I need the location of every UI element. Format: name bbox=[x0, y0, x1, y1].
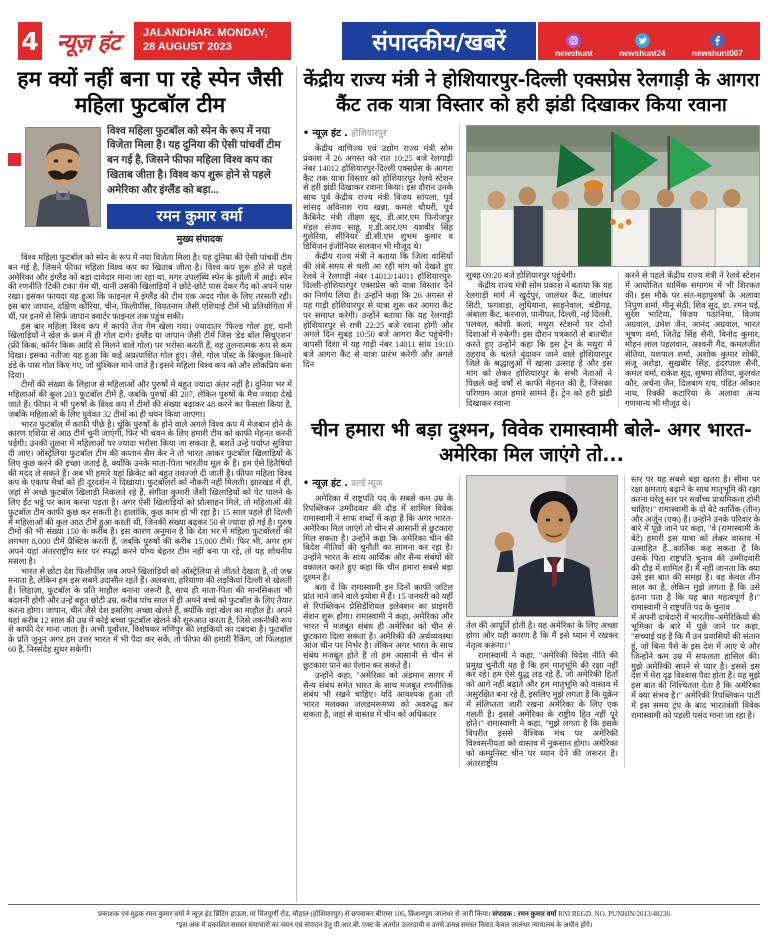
article-womens-football bbox=[8, 66, 292, 655]
imprint-line-1 bbox=[8, 909, 760, 920]
vivek-photo bbox=[466, 475, 618, 617]
train-lower-columns bbox=[466, 271, 760, 408]
dateline-date: 28 AUGUST 2023 bbox=[143, 41, 232, 53]
article-paragraph: स्तर पर यह सबसे बड़ा खतरा है। सीमा पर रक्षा क्षमताएं बढ़ाने के साथ मातृभूमि की रक्षा करना घरेलू स्तर पर सर्वोच्च प्राथमिकता होनी चाहिए।" रामास्वामी के दो बेटे कार्तिक (तीन) और अर्जुन (एक) हैं। उन्होंने उनके परिवार के बारे में पूछे जाने पर कहा, "वे (रामास्वामी के बेटे) हमारी इस यात्रा को लेकर वास्तव में उत्साहित हैं...कार्तिक कह सकता है कि उसके पिता राष्ट्रपति चुनाव की उम्मीदवारी की दौड़ में शामिल हैं। मैं नहीं जानता कि क्या उसे इस बात की समझ है। वह केवल तीन साल का है, लेकिन मुझे लगता है कि उसे इतना पता है कि यह बात महत्वपूर्ण है।" रामास्वामी ने राष्ट्रपति पद के चुनाव bbox=[631, 475, 760, 612]
twitter-handle: newshunt24 bbox=[619, 49, 666, 58]
article-paragraph: भारत फुटबॉल में काफी पीछे है। चूंकि पुरुषों के होने वाले अगले विश्व कप में मेजबान होने के कारण एशिया से आठ टीमें चुनी जाएंगी, फिर भी चयन के लिए हमारी टीम को काफी मेहनत करनी पड़ेगी। उनकी तुलना में महिलाओं पर ज्यादा भरोसा किया जा सकता है, बशर्ते उन्हें पर्याप्त सुविधा दी जाए। ऑस्ट्रेलिया फुटबॉल टीम की कप्तान सैम केर ने तो भारत आकर फुटबॉल खिलाड़ियों के लिए कुछ करने की इच्छा जताई है, क्योंकि उनके माता-पिता भारतीय मूल के हैं। हम ऐसे हितैषियों की मदद ले सकते हैं। अब भी हमारे यहां क्रिकेट को बहुत तवज्जो दी जाती है। फीफा महिला विश्व कप के एकाध मैचों को ही दूरदर्शन ने दिखाया। फुटबॉलरों को नौकरी नहीं मिलती। झारखंड में ही, जहां से अच्छे फुटबॉल खिलाड़ी निकलते रहे हैं, संगीता कुमारी जैसी खिलाड़ियों को पेट पालने के लिए ईंट भट्ठे पर काम करना पड़ता है। अगर ऐसी खिलाड़ियों को प्रोत्साहन मिले, तो महिलाओं की फुटबॉल टीम काफी कुछ कर सकती है। हालांकि, कुछ काम हो भी रहा है। 15 साल पहले ही दिल्ली में महिलाओं की कुल आठ टीमें हुआ करती थीं, जिनकी संख्या बढ़कर 50 से ज्यादा हो गई है। पुरुष टीमों की भी संख्या 150 के करीब है। इस कारण अनुमान है कि देश भर में महिला फुटबॉलरों की लगभग 8,000 टीमें प्रैक्टिस करती हैं, जबकि पुरुषों की करीब 15,000 टीमें। फिर भी, अगर हम अपने यहां अंतरराष्ट्रीय स्तर पर स्पर्द्धा करने योग्य बेहतर टीम नहीं बना पा रहे, तो यह शोचनीय मसला है। bbox=[8, 419, 292, 566]
page-header bbox=[18, 22, 760, 60]
vivek-headline: चीन हमारा भी बड़ा दुश्मन, विवेक रामास्वामी बोले- अगर भारत-अमेरिका मिल जाएंगे तो... bbox=[311, 419, 752, 467]
article-paragraph: रामास्वामी ने कहा, "अमेरिकी विदेश नीति की प्रमुख चुनौती यह है कि हम मातृभूमि की रक्षा नहीं कर रहे। हम ऐसे युद्ध लड़ रहे हैं, जो अमेरिकी हितों को आगे नहीं बढ़ाते और हम मातृभूमि को वास्तव में असुरक्षित बना रहे हैं, इसलिए मुझे लगता है कि यूक्रेन में संलिप्तता जारी रखना अमेरिका के लिए एक गलती है। इससे अमेरिका के राष्ट्रीय हित नहीं पूरे होते।" रामास्वामी ने कहा, "मुझे लगता है कि इसके विपरीत इससे वैश्विक मंच पर अमेरिकी विश्वसनीयता को वास्तव में नुकसान होगा। अमेरिका को कम्युनिस्ट चीन पर ध्यान देने की जरूरत है। अंतरराष्ट्रीय bbox=[466, 650, 618, 768]
red-square-marker bbox=[8, 153, 21, 166]
dateline bbox=[134, 22, 291, 60]
article-paragraph: केंद्रीय राज्य मंत्री सोम प्रकाश ने बताया कि यह रेलगाड़ी मार्ग में खुर्दपुर, जालंधर कैंट, जालंधर सिटी, फगवाड़ा, लुधियाना, साहनेवाल, चंडीगढ़, अंबाला कैंट, करनाल, पानीपत, दिल्ली, नई दिल्ली, पलवल, कोशी कलां, मथुरा स्टेशनों पर दोनों दिशाओं में रुकेगी। इस दौरान पत्रकारों से बातचीत करते हुए उन्होंने कहा कि इस ट्रेन के मथुरा में ठहराव के चलते वृंदावन जाने वाले होशियारपुर जिले के श्रद्धालुओं में खासा उत्साह है और इस मांग को लेकर होशियारपुर के सभी नेताओं ने पिछले कई वर्षों से काफी मेहनत की है, जिसका परिणाम आज हमारे सामने हैं। ट्रेन को हरी झंडी दिखाकर रवाना bbox=[466, 280, 612, 408]
facebook-icon bbox=[710, 33, 725, 48]
article-paragraph: टीमों की संख्या के लिहाज से महिलाओं और पुरुषों में बहुत ज्यादा अंतर नहीं है। दुनिया भर में महिलाओं की कुल 203 फुटबॉल टीमें हैं, जबकि पुरुषों की 207, लेकिन पुरुषों के मैच ज्यादा देखे जाते हैं। फीफा ने भी पुरुषों के विश्व कप में टीमों की संख्या बढ़ाकर 48 करने का फैसला किया है, जबकि महिलाओं के लिए पूर्ववत 32 टीमों का ही चयन किया जाएगा। bbox=[8, 380, 292, 419]
instagram-handle: newshunt bbox=[555, 49, 593, 58]
lead-byline-name: रमन कुमार वर्मा bbox=[107, 204, 292, 229]
article-paragraph: भारत से छोटा देश फिलीपींस जब अपने खिलाड़ियों को ऑस्ट्रेलिया से जीतते देखता है, तो जश्न मनाता है, लेकिन हम इस सबमें उदासीन रहते हैं। अलबत्ता, हरियाणा की लड़कियां दिल्ली से खेलती हैं। लिहाज़ा, फुटबॉल के प्रति माहौल बनाना जरूरी है, साथ ही माता-पिता की मानसिकता भी बदलनी होगी और उन्हें बहुत छोटी उम्र, करीब पांच साल में ही अपने बच्चे को फुटबॉल के लिए तैयार करना होगा। जापान, चीन जैसे देश इसलिए अच्छा खेलते हैं, क्योंकि वहां खेल का माहौल है। अपने यहां करीब 12 साल की उम्र में कोई बच्चा फुटबॉल खेलने की शुरुआत करता है, जिसे तकनीकी रूप से काफी देर माना जाता है। अभी पूर्वोत्तर, विशेषकर मणिपुर की लड़कियों का दबदबा है। फुटबॉल के प्रति जुनून अगर हम उत्तर भारत में भी पैदा कर सकें, तो फीफा की हमारी रैंकिंग, जो फिलहाल 60 है, निस्संदेह सुधर सकेगी। bbox=[8, 566, 292, 654]
article-vivek-ramaswamy bbox=[303, 418, 760, 768]
column-divider bbox=[296, 66, 297, 902]
social-twitter bbox=[619, 33, 665, 58]
imprint-footer bbox=[8, 904, 760, 931]
article-paragraph: सुबह 09:20 बजे होशियारपुर पहुंचेगी। bbox=[466, 271, 576, 281]
train-headline: केंद्रीय राज्य मंत्री ने होशियारपुर-दिल्ली एक्सप्रेस रेलगाड़ी के आगरा कैंट तक यात्रा विस्तार को हरी झंडी दिखाकर किया रवाना bbox=[303, 69, 760, 117]
social-facebook bbox=[692, 33, 743, 58]
article-paragraph: केंद्रीय वाणिज्य एवं उद्योग राज्य मंत्री सोम प्रकाश ने 26 अगस्त को रात 10:25 बजे रेलगाड़ी नंबर 14012 होशियारपुर-दिल्ली एक्सप्रेस के आगरा कैंट तक यात्रा विस्तार को होशियारपुर रेलवे स्टेशन से हरी झंडी दिखाकर रवाना किया। इस दौरान उनके साथ पूर्व केंद्रीय राज्य मंत्री विजय सांपला, पूर्व सांसद अविनाश राय खन्ना, कमल चौधरी, पूर्व कैबिनेट मंत्री तीक्ष्ण सूद, डी.आर.एम फिरोजपुर मंडल संजय साहू, ए.डी.आर.एम यशवीर सिंह गुलेरिया, सीनियर डी.सी.एम शुभम कुमार व डिविजन इंजीनियर सलवान भी मौजूद थे। bbox=[303, 144, 453, 252]
vivek-column-3 bbox=[631, 475, 760, 768]
header-spacer bbox=[291, 22, 342, 60]
section-title: संपादकीय/खबरें bbox=[342, 22, 536, 60]
lead-intro-text: विश्व महिला फुटबॉल को स्पेन के रूप में नया विजेता मिला है। यह दुनिया की ऐसी पांचवीं टीम बन गई है, जिसने फीफा महिला विश्व कप का खिताब जीता है। विश्व कप शुरू होने से पहले अमेरिका और इंग्लैंड को बड़ा... bbox=[107, 125, 281, 197]
train-column-2 bbox=[466, 271, 619, 408]
lead-byline-title: मुख्य संपादक bbox=[176, 235, 223, 246]
article-paragraph: उन्होंने कहा, "अमेरिका को अंडमान सागर में सैन्य संबंध समेत भारत के साथ मजबूत रणनीतिक संबंध भी रखने चाहिए। यदि आवश्यक हुआ तो भारत मलक्का जलडमरूमध्य को अवरुद्ध कर सकता है, जहां से वास्तव में चीन को अधिकतर bbox=[303, 670, 453, 719]
lead-intro-block bbox=[8, 125, 292, 254]
vivek-column-1 bbox=[303, 475, 460, 768]
lead-body bbox=[8, 253, 292, 655]
article-paragraph: विश्व महिला फुटबॉल को स्पेन के रूप में नया विजेता मिला है। यह दुनिया की ऐसी पांचवीं टीम बन गई है, जिसने फीफा महिला विश्व कप का खिताब जीता है। विश्व कप शुरू होने से पहले अमेरिका और इंग्लैंड को बड़ा दावेदार माना जा रहा था, मगर उपलब्धि स्पेन के झोली में आई। स्पेन की रणनीति 'टिकी टका' गेम थी, यानी उसकी खिलाड़ियों ने छोटे-छोटे पास देकर गैंद को अपने पास रखा। इसका फायदा यह हुआ कि फाइनल में इंग्लैंड की टीम एक अदद गोल के लिए तरसती रही। इस बार जापान, दक्षिण कोरिया, चीन, फिलीपींस, वियतनाम जैसी एशियाई टीमें भी प्रतियोगिता में थीं, पर इनमें से सिर्फ जापान क्वार्टर फाइनल तक पहुंच सकी। bbox=[8, 253, 292, 321]
article-paragraph: तेल की आपूर्ति होती है। यह अमेरिका के लिए अच्छा होगा और यही कारण है कि मैं इसे ध्यान में रखकर नेतृत्व करूंगा।" bbox=[466, 621, 618, 651]
vivek-middle-column bbox=[466, 475, 625, 768]
instagram-icon bbox=[566, 33, 581, 48]
vivek-byline bbox=[303, 476, 453, 489]
article-paragraph: करने से पहले केंद्रीय राज्य मंत्री ने रेलवे स्टेशन में आयोजित धार्मिक समागम में भी शिरकत की। इस मौके पर संत-महापुरुषों के अलावा निपुण शर्मा, मीनू सेठी, शिव सूद, डा. रमन घई, सुरेश भाटिया, विजय पठानिया, विजय अग्रवाल, उमेश जैन, आनंद अग्रवाल, भारत भूषण वर्मा, जितेंद्र सिंह सैनी, विनोद कुमार, मोहन लाल पहलवान, अश्वनी गैंद, कमलजीत सेतिया, यशपाल शर्मा, अशोक कुमार शोकी, संजू अरोड़ा, सुखबीर सिंह, इंदरपाल सैनी, कमल वर्मा, राकेश सूद, सुषमा सेतिया, कुलवंत कौर, अर्चना जैन, दिलबाग राय, पंडित ओंकार नाथ, रिक्की कटारिया के अलावा अन्य गणमान्य भी मौजूद थे। bbox=[625, 271, 760, 408]
facebook-handle: newshunt007 bbox=[692, 49, 743, 58]
right-column bbox=[303, 66, 760, 768]
flag-off-photo bbox=[466, 125, 760, 267]
train-photo-and-columns bbox=[466, 125, 760, 408]
imprint-rni: RNI REGD. NO. PUNHIN/2013/48236 bbox=[556, 910, 670, 918]
masthead-logo: न्यूज़ हंट bbox=[56, 30, 120, 56]
article-train-flagoff bbox=[303, 68, 760, 408]
train-byline bbox=[303, 126, 453, 139]
twitter-icon bbox=[635, 33, 650, 48]
byline-place: होशियारपुर bbox=[351, 128, 387, 139]
article-paragraph: बता दें कि रामास्वामी इन दिनों काफी जटिल प्रांत माने जाने वाले इयोवा में हैं। 15 जनवरी को यहीं से रिपब्लिकन प्रेसिडेंशियल इलेक्शन का प्राइमरी सेशन शुरू होगा। रामास्वामी ने कहा, अमेरिका और भारत में मजबूत संबंध ही अमेरिका को चीन से छुटकारा दिला सकता है। अमेरिकी की अर्थव्यवस्था आज चीन पर निर्भर है। लेकिन अगर भारत के साथ संबंध मजबूत होते हैं तो हम आसानी से चीन से छुटकारा पाने का ऐलान कर सकते हैं। bbox=[303, 582, 453, 671]
train-column-3 bbox=[625, 271, 760, 408]
article-paragraph: केंद्रीय राज्य मंत्री ने बताया कि जिला वासियों की लंबे समय से चली आ रही मांग को देखते हुए रेलवे ने रेलगाड़ी नंबर 14012/14011 होशियारपुर-दिल्ली-होशियारपुर एक्सप्रेस को यात्रा विस्तार देने का निर्णय लिया है। उन्होंने कहा कि 26 अगस्त से यह गाड़ी होशियारपुर से यात्रा शुरू कर आगरा कैंट पर समाप्त करेगी। उन्होंने बताया कि यह रेलगाड़ी होशियारपुर से रात्री 22:25 बजे रवाना होगी और अगले दिन सुबह 10:50 बजे आगरा कैंट पहुंचेगी। वापसी दिशा में यह गाड़ी नंबर 14011 सांय 19:10 बजे आगरा कैंट से यात्रा प्रारंभ करेगी और अगले दिन bbox=[303, 251, 453, 369]
vivek-article-body bbox=[303, 475, 760, 768]
article-paragraph: में अपनी दावेदारी में भारतीय-अमेरिकियों की भूमिका के बारे में पूछे जाने पर कहा, "सच्चाई यह है कि मैं उन प्रवासियों की संतान हूं, जो बिना पैसे के इस देश में आए थे और जिन्होंने कम उम्र में सफलता हासिल की। मुझे अमेरिकी सपने से प्यार है। इससे इस देश में मेरा दृढ़ विश्वास पैदा होता है। यह मुझे इस बात की निश्चितता देता है कि अमेरिका में क्या संभव है।" अमेरिकी रिपब्लिकन पार्टी में इस समय ट्रंप के बाद भारतवंशी विवेक रामास्वामी को पहली पसंद माना जा रहा है। bbox=[631, 612, 760, 720]
imprint-line-2: *इस अंक में प्रकाशित समस्त समाचारों का चयन एवं संपादन हेतु पी.आर.बी. एक्ट के अंतर्गत उत्तरदायी व उनसे उत्पन्न समस्त विवाद केवल जालंधर न्यायालय के अधीन होंगे। bbox=[175, 921, 593, 930]
imprint-text: प्रकाशक एवं मुद्रक रमन कुमार वर्मा ने न्यूज़ हंट प्रिंटिंग हाऊस, मां चिंतपूर्णी रोड, चौहाल (होशियारपुर) से छपवाकर बीएम्स 106, किशनपुरा जालंधर से जारी किया। bbox=[98, 910, 493, 918]
social-strip bbox=[538, 22, 760, 60]
social-instagram bbox=[555, 33, 592, 58]
editor-photo bbox=[25, 127, 101, 227]
byline-source: • न्यूज़ हंट . bbox=[303, 478, 348, 490]
dateline-city-day: JALANDHAR. MONDAY, bbox=[143, 27, 268, 40]
byline-place: वर्ल्ड न्यूज bbox=[351, 478, 383, 489]
lead-headline: हम क्यों नहीं बना पा रहे स्पेन जैसी महिला फुटबॉल टीम bbox=[17, 67, 283, 118]
byline-source: • न्यूज़ हंट . bbox=[303, 128, 348, 140]
article-paragraph: अमेरिका में राष्ट्रपति पद के सबसे कम उम्र के रिपब्लिकन उम्मीदवार की दौड़ में शामिल विवेक रामास्वामी ने साफ शब्दों में कहा है कि अगर भारत-अमेरिका मिल जाएंगे तो चीन से आसानी से छुटकारा मिल सकता है। उन्होंने कहा कि अमेरिका चीन की विदेश नीतियों की चुनौती का सामना कर रहा है। उन्होंने भारत के साथ आर्थिक और सैन्य संबंधों की वकालत करते हुए कहा कि चीन हमारा सबसे बड़ा दुश्मन है। bbox=[303, 494, 453, 582]
train-column-1 bbox=[303, 125, 460, 408]
page-number: 4 bbox=[18, 22, 42, 60]
train-article-body bbox=[303, 125, 760, 408]
imprint-editor: संपादक : रमन कुमार वर्मा bbox=[492, 910, 557, 918]
article-paragraph: इस बार महिला विश्व कप में काफी तेज गेम खेला गया। ज्यादातर 'फिल्ड गोल' हुए, यानी खिलाड़ियों ने खेल के क्रम में ही गोल दागे। इंग्लैंड या जापान जैसी टीमें जिस 'डेड बॉल सिचुएशन' (फ्री किक, कॉर्नर किक आदि से मिलने वाले गोल) पर भरोसा करती हैं, वह तुलनात्मक रूप से कम दिखा। इसका नतीजा यह हुआ कि कई अप्रत्याशित गोल हुए। जैसे, गोल पोस्ट के बिल्कुल किनारे डंडे के पास गोल किए गए, जो मुश्किल माने जाते हैं। इसने महिला विश्व कप को और लोकप्रिय बना दिया। bbox=[8, 321, 292, 380]
